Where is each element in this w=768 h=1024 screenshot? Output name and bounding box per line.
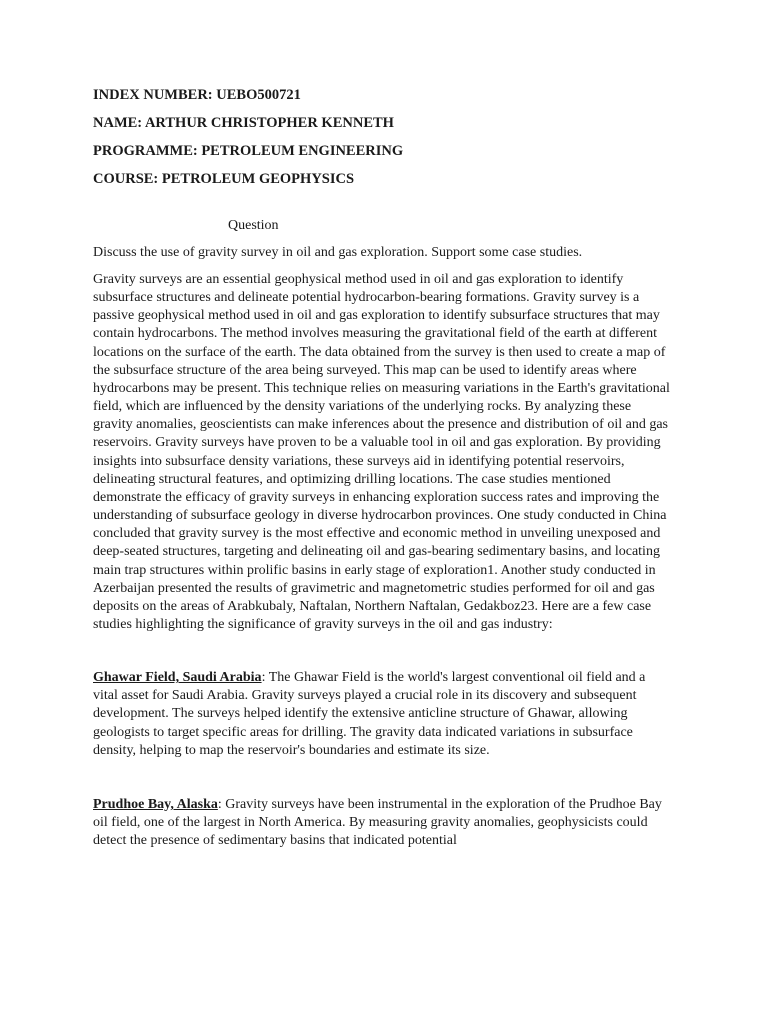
student-name: NAME: ARTHUR CHRISTOPHER KENNETH [93,115,394,131]
case-study-title: Prudhoe Bay, Alaska [93,796,218,812]
question-text: Discuss the use of gravity survey in oil and gas exploration. Support some case studies. [93,245,583,260]
case-study-title: Ghawar Field, Saudi Arabia [93,670,262,686]
case-study-text: : The Ghawar Field is the world's largest conventional oil field and a vital asset for Saudi Arabia. Gravity surveys played a crucial role in its discovery and subsequent development. The surveys helped identify the extensive anticline structure of Ghawar, allowing geologists to target specific areas for drilling. The gravity data indicated variations in subsurface density, helping to map the reservoir's boundaries and estimate its size. [93,670,646,758]
index-number: INDEX NUMBER: UEBO500721 [93,87,301,103]
course: COURSE: PETROLEUM GEOPHYSICS [93,171,355,187]
case-study-ghawar [93,669,673,760]
case-study-prudhoe [93,796,673,850]
body-paragraph: Gravity surveys are an essential geophysical method used in oil and gas exploration to identify subsurface structures and delineate potential hydrocarbon-bearing formations. Gravity survey is a passive geophysical method used in oil and gas exploration to identify subsurface structures that may contain hydrocarbons. The method involves measuring the gravitational field of the earth at different locations on the surface of the earth. The data obtained from the survey is then used to create a map of the subsurface structure of the area being surveyed. This map can be used to identify areas where hydrocarbons may be present. This technique relies on measuring variations in the Earth's gravitational field, which are influenced by the density variations of the underlying rocks. By analyzing these gravity anomalies, geoscientists can make inferences about the presence and distribution of oil and gas reservoirs. Gravity surveys have proven to be a valuable tool in oil and gas exploration. By providing insights into subsurface density variations, these surveys aid in identifying potential reservoirs, delineating structural features, and optimizing drilling locations. The case studies mentioned demonstrate the efficacy of gravity surveys in enhancing exploration success rates and improving the understanding of subsurface geology in diverse hydrocarbon provinces. One study conducted in China concluded that gravity survey is the most effective and economic method in unveiling unexposed and deep-seated structures, targeting and delineating oil and gas-bearing sedimentary basins, and locating main trap structures within prolific basins in early stage of exploration1. Another study conducted in Azerbaijan presented the results of gravimetric and magnetometric studies performed for oil and gas deposits on the areas of Arabkubaly, Naftalan, Northern Naftalan, Gedakboz23. Here are a few case studies highlighting the significance of gravity surveys in the oil and gas industry: [93,272,670,632]
document-page [93,86,673,850]
question-heading: Question [228,218,279,233]
case-study-text: : Gravity surveys have been instrumental in the exploration of the Prudhoe Bay oil field, one of the largest in North America. By measuring gravity anomalies, geophysicists could detect the presence of sedimentary basins that indicated potential [93,796,662,849]
programme: PROGRAMME: PETROLEUM ENGINEERING [93,143,404,159]
